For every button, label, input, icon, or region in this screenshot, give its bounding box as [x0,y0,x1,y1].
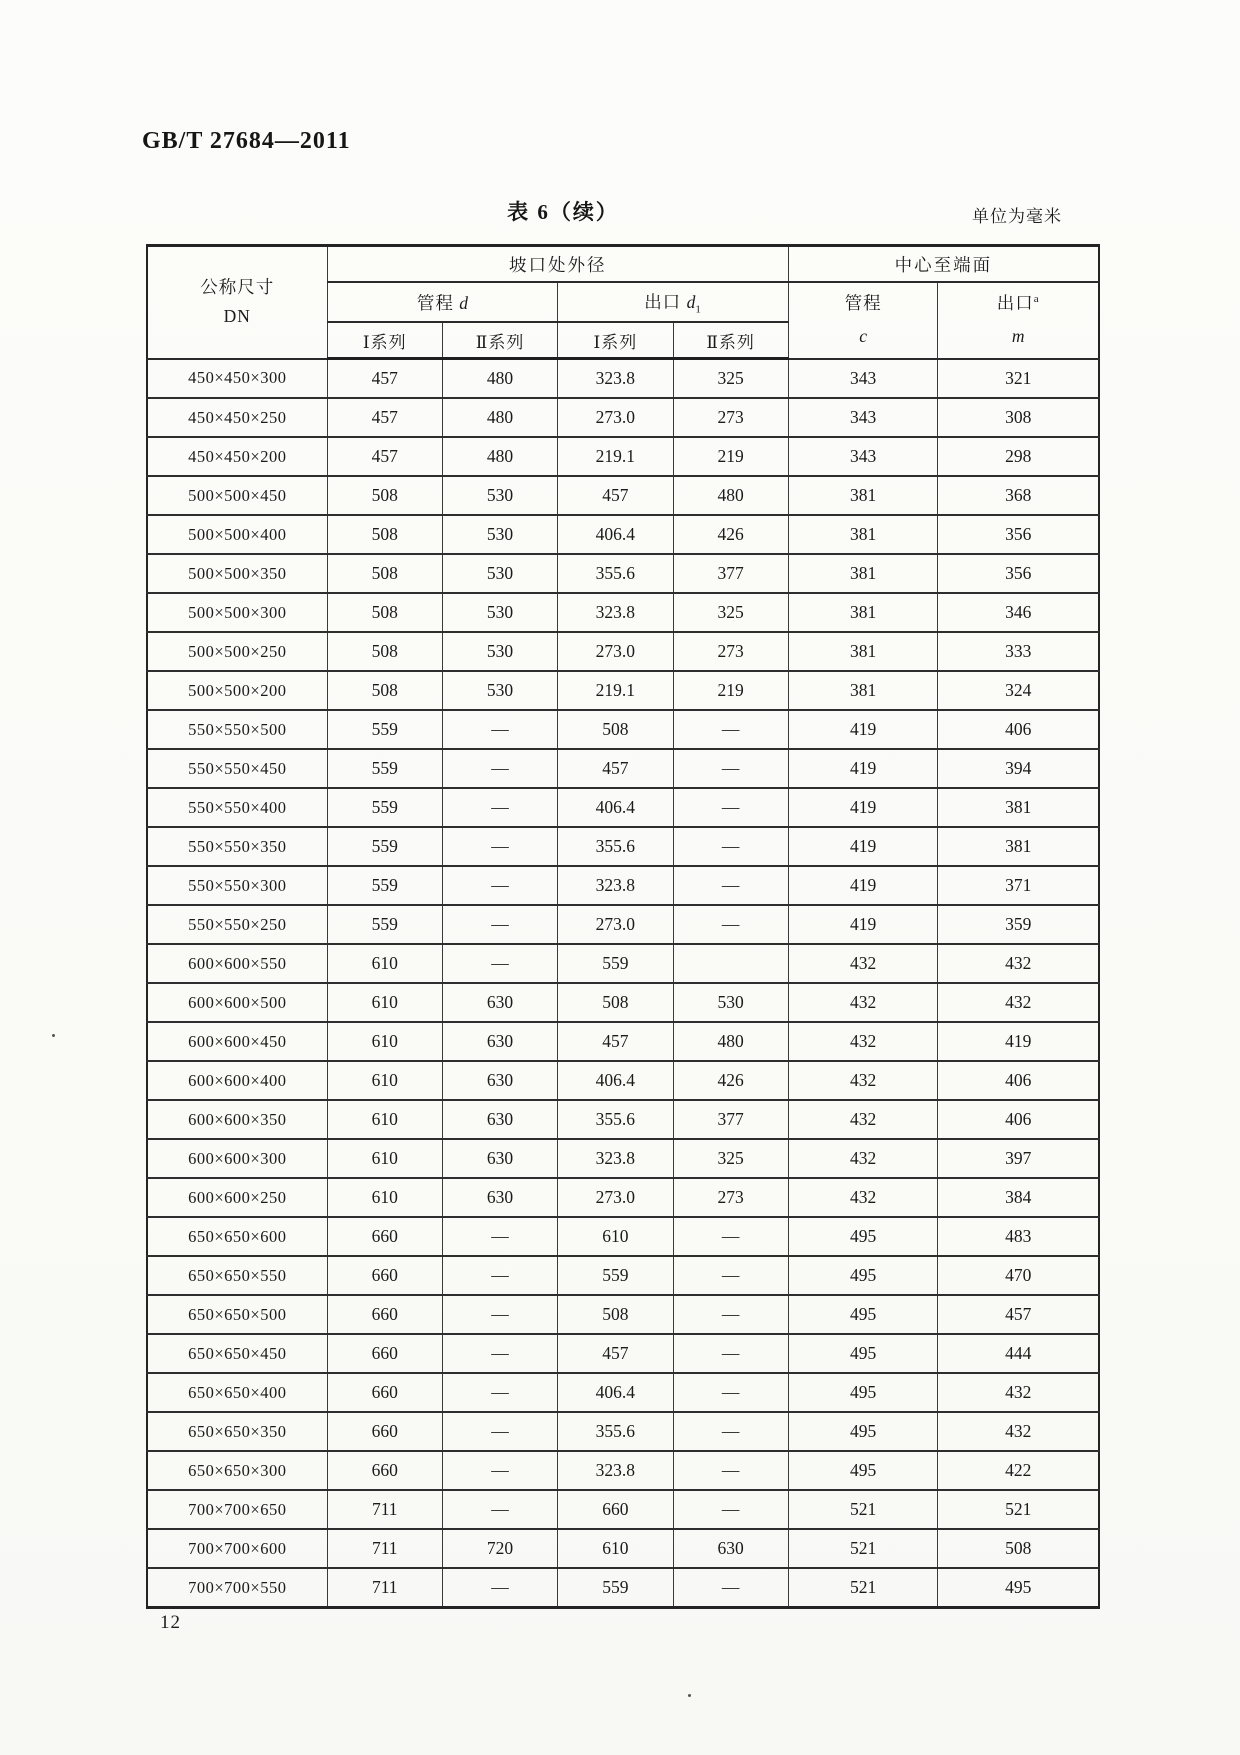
value-cell: 610 [327,1178,442,1217]
value-cell: — [442,905,557,944]
value-cell: 426 [673,515,788,554]
table-row [147,1568,1099,1608]
value-cell: 219.1 [558,437,673,476]
value-cell: 381 [788,554,938,593]
value-cell: 660 [327,1451,442,1490]
table-row [147,593,1099,632]
dn-cell: 650×650×500 [147,1295,327,1334]
dn-cell: 600×600×250 [147,1178,327,1217]
value-cell: 426 [673,1061,788,1100]
value-cell: 495 [788,1451,938,1490]
dn-cell: 500×500×450 [147,476,327,515]
value-cell: — [673,1451,788,1490]
value-cell: 660 [327,1373,442,1412]
value-cell: 419 [788,749,938,788]
value-cell: — [673,1256,788,1295]
header-row-groups [147,246,1099,283]
dn-cell: 550×550×400 [147,788,327,827]
header-series-4: Ⅱ系列 [673,322,788,359]
value-cell: 508 [558,983,673,1022]
value-cell: 508 [327,554,442,593]
header-run-d [327,282,558,322]
run-d-var: d [459,292,468,313]
value-cell: 660 [558,1490,673,1529]
value-cell: — [442,1373,557,1412]
value-cell: 355.6 [558,1412,673,1451]
value-cell: 333 [938,632,1099,671]
header-series-2: Ⅱ系列 [442,322,557,359]
value-cell: 480 [442,398,557,437]
dn-cell: 550×550×500 [147,710,327,749]
value-cell: 660 [327,1412,442,1451]
value-cell: 711 [327,1529,442,1568]
outlet-d1-label: 出口 [644,291,682,312]
value-cell: 419 [788,788,938,827]
value-cell: 432 [938,983,1099,1022]
value-cell: — [673,1490,788,1529]
value-cell: 359 [938,905,1099,944]
value-cell: — [442,866,557,905]
dn-cell: 700×700×550 [147,1568,327,1608]
value-cell: — [673,827,788,866]
value-cell: 406.4 [558,515,673,554]
value-cell: 343 [788,398,938,437]
value-cell: 660 [327,1295,442,1334]
value-cell: 630 [442,1022,557,1061]
dn-cell: 650×650×450 [147,1334,327,1373]
value-cell: 559 [327,866,442,905]
dn-cell: 650×650×400 [147,1373,327,1412]
value-cell: 495 [788,1334,938,1373]
value-cell: — [442,1256,557,1295]
value-cell: 432 [938,1412,1099,1451]
table-caption-row [146,196,1100,232]
value-cell: 559 [327,749,442,788]
value-cell: — [673,1373,788,1412]
table-row [147,905,1099,944]
header-nominal-size-label: 公称尺寸 [200,276,275,297]
value-cell: 711 [327,1490,442,1529]
outlet-m-var: m [1011,326,1025,347]
dn-cell: 600×600×550 [147,944,327,983]
value-cell: 559 [558,1256,673,1295]
value-cell: 273.0 [558,632,673,671]
table-row [147,983,1099,1022]
dn-cell: 500×500×300 [147,593,327,632]
value-cell: 323.8 [558,593,673,632]
table-row [147,476,1099,515]
value-cell: — [442,788,557,827]
value-cell: 457 [327,359,442,399]
value-cell: 610 [327,1022,442,1061]
value-cell: 521 [788,1529,938,1568]
value-cell: 368 [938,476,1099,515]
value-cell: 273 [673,632,788,671]
value-cell: — [673,788,788,827]
value-cell: 610 [327,1061,442,1100]
value-cell: 325 [673,359,788,399]
value-cell: 521 [788,1490,938,1529]
value-cell: 432 [938,1373,1099,1412]
value-cell: 530 [442,554,557,593]
value-cell: 406 [938,1061,1099,1100]
table-row [147,1022,1099,1061]
value-cell: 377 [673,554,788,593]
dn-cell: 500×500×200 [147,671,327,710]
outlet-footnote-marker: a [1033,293,1040,306]
value-cell: 495 [788,1256,938,1295]
header-outlet-d1 [558,282,789,322]
value-cell: 559 [327,788,442,827]
value-cell: 630 [673,1529,788,1568]
dn-cell: 500×500×250 [147,632,327,671]
value-cell: 219.1 [558,671,673,710]
table-row [147,944,1099,983]
value-cell: — [442,1490,557,1529]
table-row [147,1100,1099,1139]
value-cell: 273 [673,398,788,437]
value-cell: 325 [673,1139,788,1178]
value-cell: 355.6 [558,554,673,593]
table-row [147,1334,1099,1373]
dn-cell: 550×550×450 [147,749,327,788]
value-cell: 480 [673,476,788,515]
value-cell: 394 [938,749,1099,788]
page-number: 12 [160,1612,181,1633]
value-cell: 630 [442,983,557,1022]
table-title: 表 6（续） [507,200,619,224]
value-cell: 356 [938,515,1099,554]
value-cell: — [442,1451,557,1490]
value-cell: 521 [938,1490,1099,1529]
value-cell: 457 [327,437,442,476]
value-cell: — [673,1217,788,1256]
value-cell: 308 [938,398,1099,437]
scan-speck [688,1694,691,1697]
value-cell: 381 [938,788,1099,827]
table-row [147,710,1099,749]
value-cell: 610 [558,1217,673,1256]
value-cell: 355.6 [558,827,673,866]
run-c-var: c [859,326,867,347]
value-cell: 419 [938,1022,1099,1061]
header-outlet-m [938,282,1099,359]
value-cell: 559 [327,710,442,749]
dn-cell: 600×600×450 [147,1022,327,1061]
value-cell: — [673,749,788,788]
value-cell: 508 [327,593,442,632]
table-row [147,866,1099,905]
dn-cell: 550×550×300 [147,866,327,905]
value-cell: 559 [327,827,442,866]
value-cell: 422 [938,1451,1099,1490]
dn-cell: 650×650×350 [147,1412,327,1451]
value-cell: 219 [673,437,788,476]
value-cell: — [442,1295,557,1334]
table-row [147,437,1099,476]
scan-speck [52,1034,55,1037]
value-cell: — [673,1568,788,1608]
value-cell: 298 [938,437,1099,476]
value-cell: 559 [327,905,442,944]
value-cell: 346 [938,593,1099,632]
dn-cell: 500×500×400 [147,515,327,554]
value-cell: 432 [788,1022,938,1061]
standard-code: GB/T 27684—2011 [142,128,351,154]
value-cell: — [673,1412,788,1451]
dn-cell: 450×450×300 [147,359,327,399]
value-cell: 381 [788,671,938,710]
value-cell: 480 [442,359,557,399]
table-row [147,398,1099,437]
table-row [147,1061,1099,1100]
value-cell: 508 [938,1529,1099,1568]
table-row [147,1178,1099,1217]
dn-cell: 550×550×250 [147,905,327,944]
value-cell: 610 [327,1100,442,1139]
value-cell: 508 [327,515,442,554]
value-cell: 457 [558,749,673,788]
dn-cell: 650×650×600 [147,1217,327,1256]
value-cell: 323.8 [558,1139,673,1178]
dimension-table [146,244,1100,1609]
value-cell: 495 [788,1217,938,1256]
value-cell: 323.8 [558,359,673,399]
header-nominal-size [147,246,327,359]
value-cell: 530 [442,476,557,515]
value-cell: 273 [673,1178,788,1217]
value-cell: 630 [442,1100,557,1139]
header-dn-label: DN [223,306,251,327]
value-cell: 720 [442,1529,557,1568]
value-cell: 630 [442,1178,557,1217]
dn-cell: 450×450×250 [147,398,327,437]
value-cell: 660 [327,1217,442,1256]
value-cell: 325 [673,593,788,632]
value-cell: 495 [788,1373,938,1412]
value-cell: 324 [938,671,1099,710]
value-cell: 371 [938,866,1099,905]
dn-cell: 550×550×350 [147,827,327,866]
value-cell: 508 [327,671,442,710]
value-cell: 630 [442,1139,557,1178]
value-cell: 530 [442,671,557,710]
value-cell: 219 [673,671,788,710]
table-row [147,515,1099,554]
table-row [147,1412,1099,1451]
value-cell: 559 [558,1568,673,1608]
value-cell: 381 [788,593,938,632]
value-cell: 495 [788,1295,938,1334]
value-cell: — [442,749,557,788]
value-cell: 432 [788,1178,938,1217]
value-cell: 508 [327,476,442,515]
table-row [147,1451,1099,1490]
value-cell: 397 [938,1139,1099,1178]
table-row [147,1139,1099,1178]
table-row [147,827,1099,866]
value-cell: 711 [327,1568,442,1608]
value-cell: 660 [327,1256,442,1295]
value-cell: 432 [788,983,938,1022]
dn-cell: 500×500×350 [147,554,327,593]
value-cell: 381 [788,515,938,554]
value-cell: 457 [938,1295,1099,1334]
value-cell: 457 [558,476,673,515]
table-row [147,1373,1099,1412]
value-cell: 521 [788,1568,938,1608]
value-cell: — [673,710,788,749]
value-cell: — [673,905,788,944]
value-cell: — [442,944,557,983]
value-cell: 419 [788,710,938,749]
table-row [147,554,1099,593]
value-cell: 323.8 [558,1451,673,1490]
value-cell: — [442,1217,557,1256]
table-row [147,1256,1099,1295]
dn-cell: 450×450×200 [147,437,327,476]
value-cell: — [673,866,788,905]
value-cell: 457 [558,1334,673,1373]
value-cell: 432 [938,944,1099,983]
header-series-3: Ⅰ系列 [558,322,673,359]
value-cell: 495 [788,1412,938,1451]
dn-cell: 700×700×650 [147,1490,327,1529]
value-cell: 432 [788,1100,938,1139]
dn-cell: 600×600×300 [147,1139,327,1178]
table-row [147,749,1099,788]
unit-note: 单位为毫米 [972,207,1062,226]
value-cell: — [442,1568,557,1608]
value-cell: — [442,1412,557,1451]
value-cell: 406 [938,1100,1099,1139]
outlet-d1-subscript: 1 [695,303,702,316]
value-cell: 432 [788,1061,938,1100]
dn-cell: 700×700×600 [147,1529,327,1568]
value-cell: 610 [327,944,442,983]
table-row [147,1490,1099,1529]
value-cell: 419 [788,866,938,905]
value-cell: 530 [673,983,788,1022]
table-row [147,1295,1099,1334]
value-cell: 381 [788,632,938,671]
value-cell: 495 [938,1568,1099,1608]
table-header [147,246,1099,359]
value-cell: 419 [788,827,938,866]
value-cell: 377 [673,1100,788,1139]
value-cell [673,944,788,983]
value-cell: — [442,827,557,866]
value-cell: 530 [442,632,557,671]
table-row [147,1529,1099,1568]
outlet-m-label: 出口 [996,293,1034,313]
value-cell: 660 [327,1334,442,1373]
value-cell: 508 [558,710,673,749]
value-cell: 321 [938,359,1099,399]
value-cell: 384 [938,1178,1099,1217]
value-cell: 355.6 [558,1100,673,1139]
value-cell: 419 [788,905,938,944]
value-cell: 470 [938,1256,1099,1295]
value-cell: 530 [442,593,557,632]
value-cell: 432 [788,1139,938,1178]
value-cell: 356 [938,554,1099,593]
run-c-label: 管程 [844,293,882,313]
value-cell: 273.0 [558,905,673,944]
value-cell: 343 [788,437,938,476]
value-cell: 457 [558,1022,673,1061]
dn-cell: 600×600×350 [147,1100,327,1139]
header-series-1: Ⅰ系列 [327,322,442,359]
dn-cell: 650×650×550 [147,1256,327,1295]
value-cell: 610 [327,983,442,1022]
table-row [147,359,1099,399]
value-cell: — [673,1295,788,1334]
table-row [147,671,1099,710]
dn-cell: 600×600×400 [147,1061,327,1100]
value-cell: 381 [788,476,938,515]
value-cell: 406.4 [558,1061,673,1100]
value-cell: 630 [442,1061,557,1100]
value-cell: 530 [442,515,557,554]
value-cell: 343 [788,359,938,399]
value-cell: 508 [558,1295,673,1334]
value-cell: — [673,1334,788,1373]
dn-cell: 600×600×500 [147,983,327,1022]
value-cell: 610 [558,1529,673,1568]
value-cell: 273.0 [558,398,673,437]
table-body [147,359,1099,1608]
run-d-label: 管程 [416,292,454,313]
value-cell: 323.8 [558,866,673,905]
value-cell: 559 [558,944,673,983]
value-cell: 444 [938,1334,1099,1373]
value-cell: 432 [788,944,938,983]
outlet-d1-var: d [686,291,696,312]
value-cell: 406 [938,710,1099,749]
header-group-center-to-face: 中心至端面 [788,246,1099,283]
value-cell: 273.0 [558,1178,673,1217]
header-group-bevel-od: 坡口处外径 [327,246,788,283]
dn-cell: 650×650×300 [147,1451,327,1490]
value-cell: 457 [327,398,442,437]
table-row [147,1217,1099,1256]
value-cell: 483 [938,1217,1099,1256]
value-cell: 406.4 [558,1373,673,1412]
value-cell: — [442,710,557,749]
value-cell: 480 [673,1022,788,1061]
value-cell: 406.4 [558,788,673,827]
value-cell: 480 [442,437,557,476]
table-row [147,632,1099,671]
value-cell: — [442,1334,557,1373]
value-cell: 381 [938,827,1099,866]
table-row [147,788,1099,827]
value-cell: 508 [327,632,442,671]
value-cell: 610 [327,1139,442,1178]
header-run-c [788,282,938,359]
